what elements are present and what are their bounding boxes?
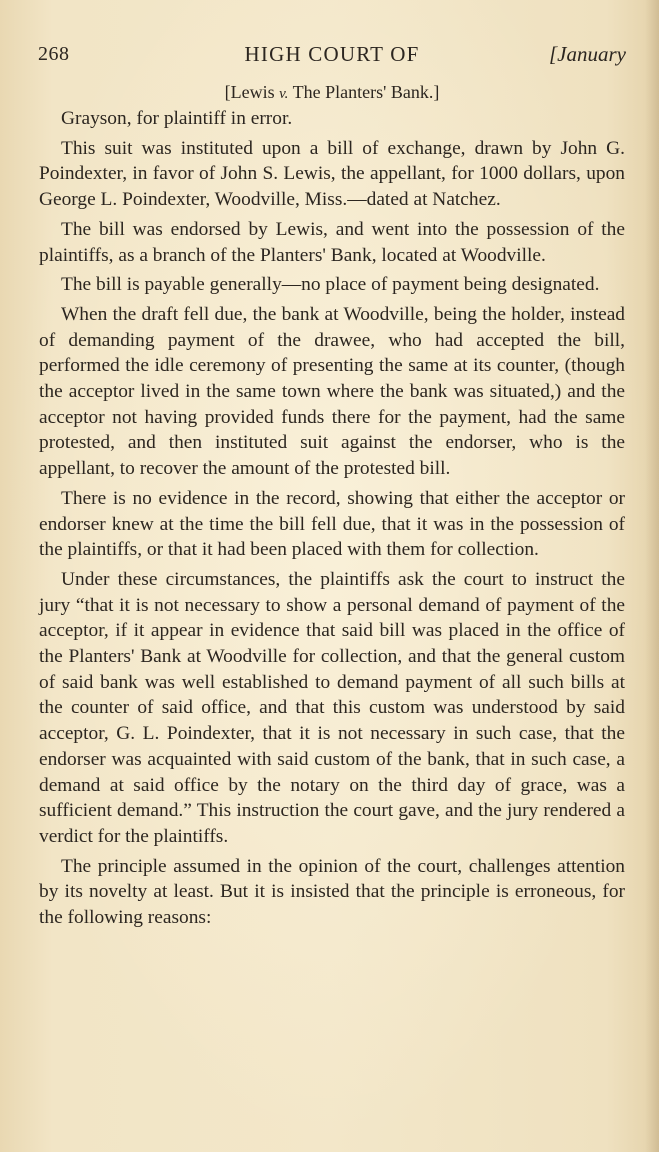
case-caption-versus: v. bbox=[279, 86, 289, 102]
paragraph-counsel: Grayson, for plaintiff in error. bbox=[61, 108, 293, 129]
body-text bbox=[39, 106, 625, 935]
running-head bbox=[38, 40, 626, 68]
case-caption bbox=[38, 80, 626, 106]
paragraph-evidence: There is no evidence in the record, showing that either the acceptor or endorser knew at the time the bill fell due, that it was in the possession of the plaintiffs, or that it had been placed with them for collection. bbox=[39, 487, 625, 561]
case-caption-open: [Lewis bbox=[224, 82, 280, 102]
paragraph-draft-due: When the draft fell due, the bank at Woodville, being the holder, instead of demanding payment of the drawee, who had accepted the bill, performed the idle ceremony of presenting the same at its counter, (though the acceptor lived in the same town where the bank was situated,) and the acceptor not having provided funds there for the payment, had the same protested, and then instituted suit against the endorser, who is the appellant, to recover the amount of the protested bill. bbox=[39, 303, 625, 480]
paragraph-endorsement: The bill was endorsed by Lewis, and went into the possession of the plaintiffs, as a branch of the Planters' Bank, located at Woodville. bbox=[39, 218, 625, 266]
page-number: 268 bbox=[38, 43, 70, 65]
paragraph-suit: This suit was instituted upon a bill of exchange, drawn by John G. Poindexter, in favor of John S. Lewis, the appellant, for 1000 dollars, upon George L. Poindexter, Woodville, Miss.—dated at Natchez. bbox=[39, 137, 625, 211]
court-title: HIGH COURT OF bbox=[244, 42, 420, 66]
case-caption-rest: The Planters' Bank.] bbox=[288, 82, 440, 102]
paragraph-principle: The principle assumed in the opinion of the court, challenges attention by its novelty at least. But it is insisted that the principle is erroneous, for the following reasons: bbox=[39, 855, 625, 929]
month-label: [January bbox=[549, 42, 626, 66]
paragraph-instruction: Under these circumstances, the plaintiffs ask the court to instruct the jury “that it is not necessary to show a personal demand of payment of the acceptor, if it appear in evidence that said bill was placed in the office of the Planters' Bank at Woodville for collection, and that the general custom of said bank was well established to demand payment of all such bills at the counter of said office, and that this custom was understood by said acceptor, G. L. Poindexter, that it is not necessary in such case, that the endorser was acquainted with said custom of the bank, that in such case, a demand at said office by the notary on the third day of grace, was a sufficient demand.” This instruction the court gave, and the jury rendered a verdict for the plaintiffs. bbox=[39, 568, 625, 847]
paragraph-payable: The bill is payable generally—no place of payment being designated. bbox=[61, 274, 600, 296]
